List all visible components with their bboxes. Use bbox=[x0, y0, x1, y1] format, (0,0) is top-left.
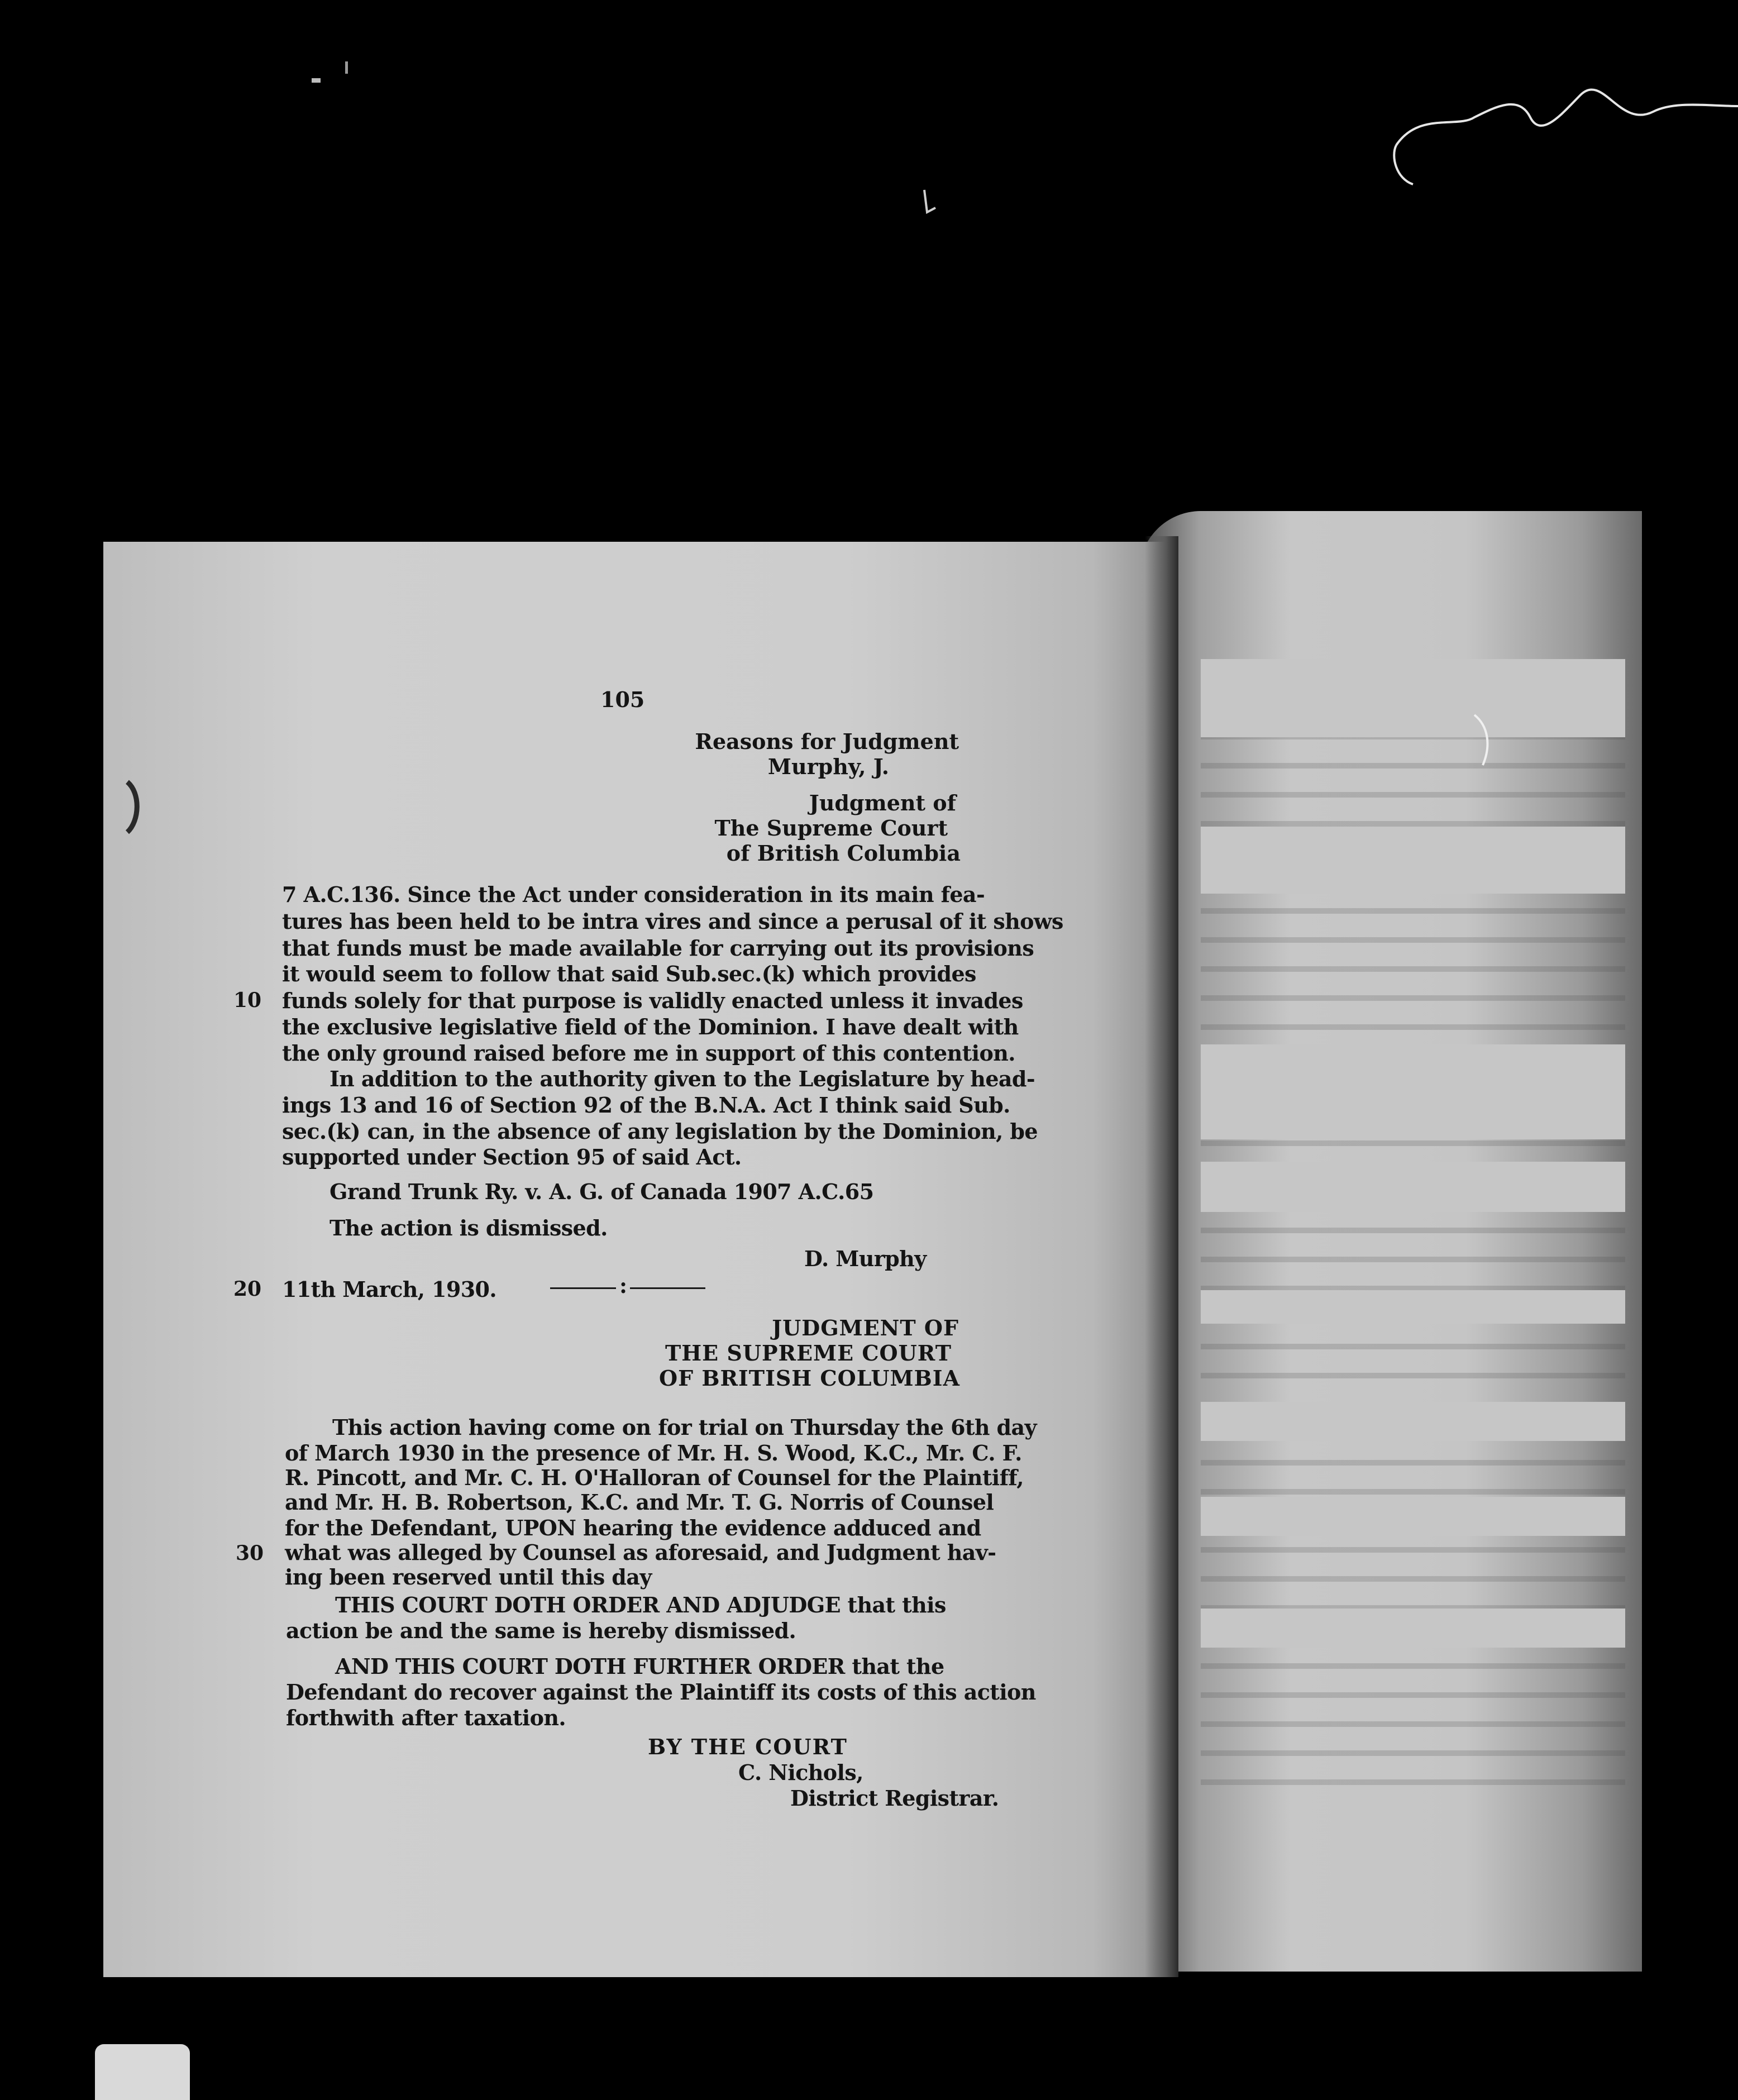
running-head-province: of British Columbia bbox=[726, 841, 961, 866]
separator-rule-right bbox=[630, 1287, 705, 1289]
judgment-line: of March 1930 in the presence of Mr. H. S. Wood, K.C., Mr. C. F. bbox=[285, 1440, 1022, 1466]
running-head-court: The Supreme Court bbox=[714, 815, 948, 841]
case-citation: Grand Trunk Ry. v. A. G. of Canada 1907 A.C.65 bbox=[330, 1179, 874, 1204]
reasons-line: it would seem to follow that said Sub.sec.(k) which provides bbox=[282, 961, 976, 986]
further-order-line: AND THIS COURT DOTH FURTHER ORDER that the bbox=[335, 1654, 944, 1679]
reasons-line: In addition to the authority given to the Legislature by head- bbox=[330, 1066, 1035, 1091]
further-order-line: forthwith after taxation. bbox=[286, 1705, 566, 1730]
running-head-reasons: Reasons for Judgment bbox=[695, 729, 959, 754]
order-line: action be and the same is hereby dismissed. bbox=[286, 1618, 796, 1643]
judgment-line: for the Defendant, UPON hearing the evidence adduced and bbox=[285, 1515, 981, 1540]
separator-rule-left bbox=[550, 1287, 616, 1289]
signoff-registrar-title: District Registrar. bbox=[790, 1786, 999, 1811]
reasons-line: 7 A.C.136. Since the Act under consideration in its main fea- bbox=[282, 882, 985, 907]
judgment-line: ing been reserved until this day bbox=[285, 1564, 652, 1590]
reasons-line: tures has been held to be intra vires and since a perusal of it shows bbox=[282, 909, 1063, 934]
order-line: THIS COURT DOTH ORDER AND ADJUDGE that this bbox=[335, 1592, 946, 1617]
further-order-line: Defendant do recover against the Plaintiff its costs of this action bbox=[286, 1679, 1036, 1705]
judgment-heading: THE SUPREME COURT bbox=[665, 1340, 952, 1366]
separator-colon: : bbox=[619, 1273, 627, 1298]
judgment-line: R. Pincott, and Mr. C. H. O'Halloran of Counsel for the Plaintiff, bbox=[285, 1465, 1024, 1490]
signoff-by-the-court: BY THE COURT bbox=[648, 1734, 848, 1759]
reasons-line: that funds must be made available for carrying out its provisions bbox=[282, 936, 1034, 961]
reasons-line: the only ground raised before me in support of this contention. bbox=[282, 1041, 1015, 1066]
reasons-line: ings 13 and 16 of Section 92 of the B.N.A. Act I think said Sub. bbox=[282, 1092, 1010, 1118]
line-number: 30 bbox=[236, 1541, 264, 1565]
dismissal-statement: The action is dismissed. bbox=[330, 1215, 608, 1240]
judgment-line: what was alleged by Counsel as aforesaid, and Judgment hav- bbox=[285, 1540, 996, 1565]
running-head-judgment-of: Judgment of bbox=[809, 790, 956, 815]
judgment-date: 11th March, 1930. bbox=[282, 1277, 497, 1302]
signoff-registrar-name: C. Nichols, bbox=[738, 1760, 863, 1785]
line-number: 10 bbox=[233, 989, 262, 1012]
judgment-heading: JUDGMENT OF bbox=[772, 1315, 959, 1340]
reasons-line: the exclusive legislative field of the Dominion. I have dealt with bbox=[282, 1014, 1019, 1039]
reasons-line: supported under Section 95 of said Act. bbox=[282, 1144, 742, 1170]
line-number: 20 bbox=[233, 1277, 262, 1301]
judgment-heading: OF BRITISH COLUMBIA bbox=[659, 1366, 960, 1391]
page-number: 105 bbox=[600, 687, 645, 712]
reasons-line: funds solely for that purpose is validly enacted unless it invades bbox=[282, 988, 1023, 1013]
judgment-line: This action having come on for trial on Thursday the 6th day bbox=[332, 1415, 1037, 1440]
judge-signature: D. Murphy bbox=[804, 1246, 927, 1271]
judgment-line: and Mr. H. B. Robertson, K.C. and Mr. T. G. Norris of Counsel bbox=[285, 1490, 994, 1515]
reasons-line: sec.(k) can, in the absence of any legislation by the Dominion, be bbox=[282, 1119, 1038, 1144]
running-head-judge: Murphy, J. bbox=[767, 754, 889, 779]
